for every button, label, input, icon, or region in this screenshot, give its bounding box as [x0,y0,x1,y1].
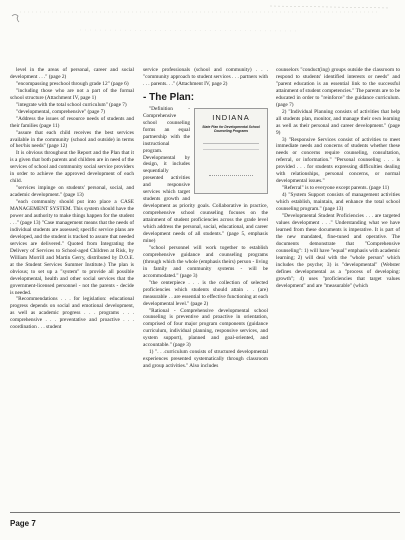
col3-para: "Referral" is to everyone except parents. (page 11) [282,185,390,192]
figure-subtitle: State Plan for Developmental School Counseling Programs [202,124,260,133]
section-heading: - The Plan: [143,91,195,103]
col1-para: "encompassing preschool through grade 12" (page 6) [16,80,129,87]
figure-rule [203,143,259,150]
col2-para: "school personnel will work together to establish comprehensive guidance and counseling programs (through which the whole (emphasis theirs) person - living in family and community systems - will be accommodated." (page 3) [143,244,268,279]
col2-para: "Rational - Comprehensive developmental school counseling is preventive and proactive in orientation, comprised of four major program components (guidance curriculum, individual planning, responsive services, and system support), planned and goal-oriented, and accountable." (page 3) [143,307,268,349]
col3-para: counselors "conduct(ing) groups outside the classroom to respond to students' identified interests or needs" and "parent education is an essential link to the successful attainment of student competencies." The parents are to be educated in order to "reinforce" the guidance curriculum. (page 7) [276,67,400,108]
col2-para-top: service professionals (school and community) . . . "community approach to student services . . . partners with . . . parents. . ." (Attachment IV, page 2) [143,67,268,87]
col3-para: 3) "Responsive Services consist of activities to meet immediate needs and concerns of students whether these needs or concerns require counseling, consultation, referral, or information." "Personal counseling . . . is provided . . . for students expressing difficulties dealing with relationships, personal concerns, or normal developmental issues." [276,136,400,185]
col2-para: 1) ". . .curriculum consists of structured developmental experiences presented systematically through classroom and group activities." Also includes [143,349,268,370]
footer-rule [10,512,400,513]
col1-para: "including those who are not a part of the formal school structure (Attachment IV, page 1) [10,87,134,101]
col1-para: "each community should put into place a CASE MANAGEMENT SYSTEM. This system should have the power and authority to make things happen for the student . . ." (page 13) "Case management means that the needs of individual students are assessed; specific service plans are developed, and the student is tracked to assure that needed services are delivered." Quoted from Integrating the Delivery of Services to School-aged Children at Risk, by William Morrill and Martin Gerry, distributed by D.O.E. at the Student Services Summer Institute.) The plan is obvious; to set up a "system" to provide all possible developmental, health and other social services that the government-licensed personnel - not the parents - decide is needed. [10,199,134,296]
col2-para: "the centerpiece . . . is the collection of selected proficiencies which students should attain . . (are) measurable . . are essential to effective functioning at each developmental level." (page 2) [143,279,268,307]
col3-para: 4) "System Support consists of management activities which establish, maintain, and enhance the total school counseling program." (page 13) [276,192,400,213]
col1-para: "Recommendations . . . for legislation: educational progress depends on social and emotional development, as well as academic progress . . . programs . . . comprehensive . . . preventative and proactive . . . coordination . . . student [10,296,134,331]
col1-para: level in the areas of personal, career and social development . . ." (page 2) [10,67,134,80]
page-number: Page 7 [10,519,36,528]
col3-para: 2) "Individual Planning consists of activities that help all students plan, monitor, and manage their own learning as well as their personal and career development." (page 9) [276,108,400,136]
header-scan-marks [0,0,405,62]
figure-rule [209,175,253,179]
figure-title: INDIANA [212,112,250,122]
column-2 [143,67,268,507]
col1-para: "integrate with the total school curriculum" (page 7) [16,101,127,108]
state-plan-cover-figure [194,108,268,194]
col1-para: "Address the issues of resource needs of students and their families (page 11) [10,115,134,129]
col1-para: It is obvious throughout the Report and the Plan that it is a given that both parents and children are in need of the services of school and community social service providers in order to achieve the approved development of each child. [10,150,134,185]
col3-para: "Developmental Student Proficiencies . . . are targeted values development . . ." Understanding what we have learned from these documents is imperative. It is part of the new mandated, fine-tuned and operative. The documents demonstrate that "Comprehensive counseling": 1) will have "equal" emphasis with academic learning; 2) will deal with the "whole person" which includes the psyche; 3) is "developmental" (Webster defines developmental as a "process of developing: growth"; 4) uses "proficiencies that target values development" and are "measurable" (which [276,213,400,289]
column-3 [276,67,400,507]
col1-para: "developmental, comprehensive" (page 7) [16,108,106,115]
col2-para: "Definition - Comprehensive school counseling forms an equal partnership with the instructional program. Developmental by design, it includes sequentially presented activities and responsive services which target students growth and development as priority goals. Collaborative in practice, comprehensive school counseling focuses on the attainment of student proficiencies across the grade level which address the personal, social, educational, and career development needs of all students." (page 5, emphasis mine) [143,105,268,244]
col1-para: "services impinge on students' personal, social, and academic development." (page 13) [10,185,134,199]
col1-para: "assure that each child receives the best services available in the community (school and outside) in terms of her/his needs" (page 12) [10,129,134,150]
column-1 [10,67,134,507]
